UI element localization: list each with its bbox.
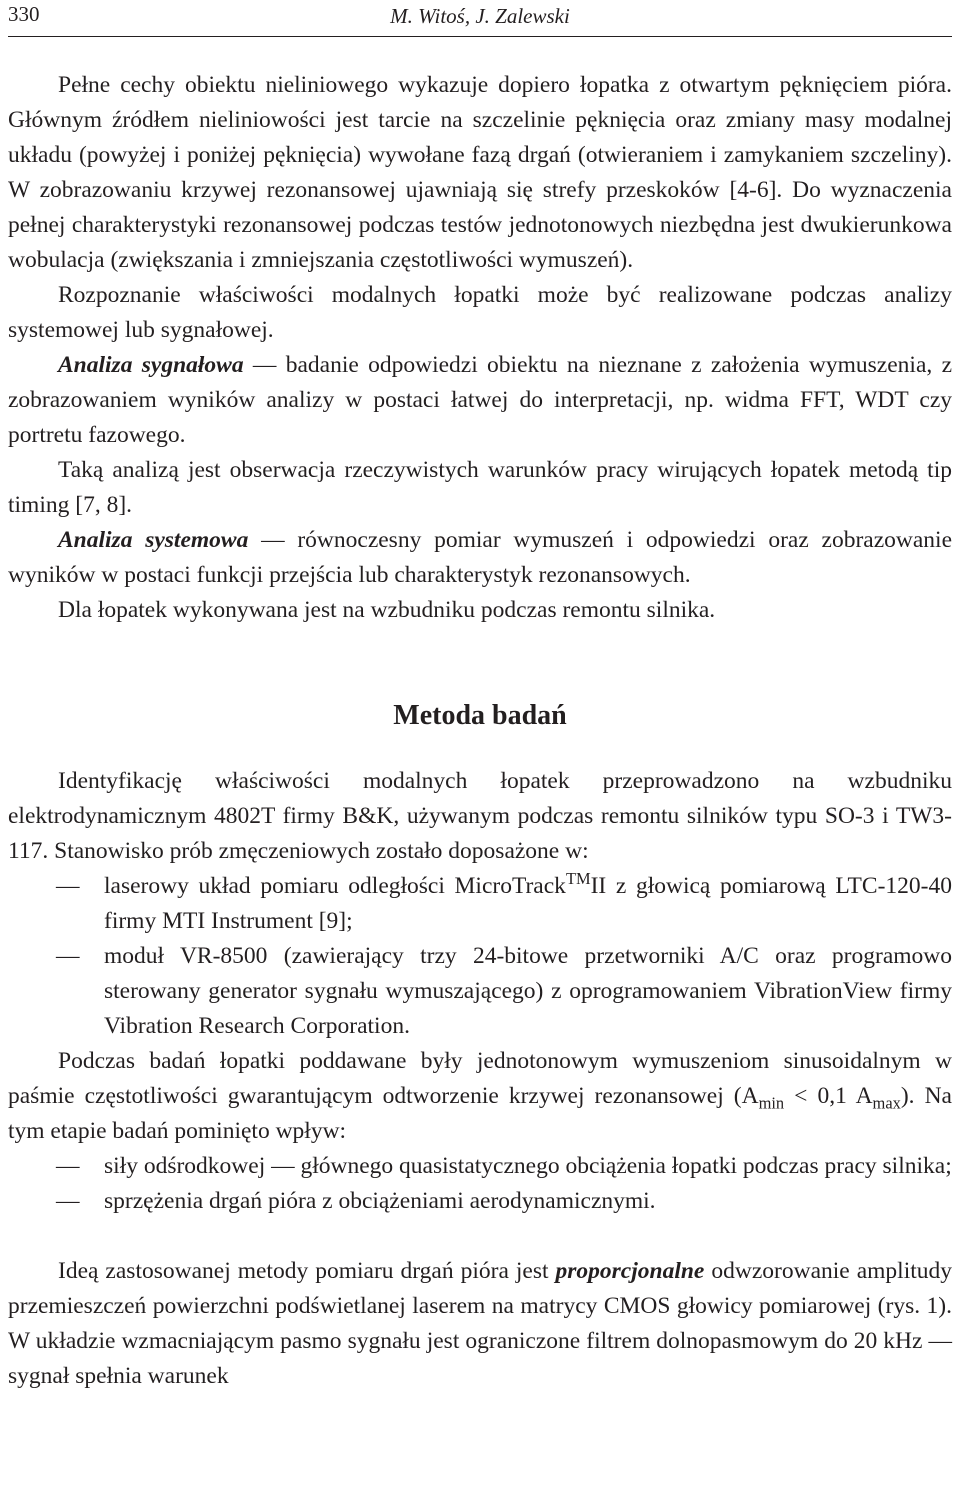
paragraph-excitation: [8, 1044, 952, 1149]
list-item: [8, 1184, 952, 1219]
page-number: 330: [8, 2, 40, 26]
equipment-list: [8, 869, 952, 1044]
list-item-text: II z głowicą pomiarową LTC-120-40 firmy MTI Instrument [9];: [104, 873, 952, 934]
paragraph-tip-timing: Taką analizą jest obserwacja rzeczywistych warunków pracy wirujących łopatek metodą tip timing [7, 8].: [8, 457, 952, 518]
paragraph-system-analysis: [8, 523, 952, 593]
page-body: [8, 68, 952, 1394]
method-text: Ideą zastosowanej metody pomiaru drgań pióra jest: [58, 1258, 556, 1284]
list-item-text: moduł VR-8500 (zawierający trzy 24-bitowe przetworniki A/C oraz programowo sterowany generator sygnału wymuszającego) z oprogramowaniem VibrationView firmy Vibration Research Corporation.: [104, 943, 952, 1039]
paragraph-modal-identification: Rozpoznanie właściwości modalnych łopatki może być realizowane podczas analizy systemowej lub sygnałowej.: [8, 282, 952, 343]
paragraph-nonlinear: Pełne cechy obiektu nieliniowego wykazuje dopiero łopatka z otwartym pęknięciem pióra. Głównym źródłem nieliniowości jest tarcie na szczelinie pęknięcia oraz zmiany masy modalnej układu (powyżej i poniżej pęknięcia) wywołane fazą drgań (otwieraniem i zamykaniem szczeliny). W zobrazowaniu krzywej rezonansowej ujawniają się strefy przeskoków [4-6]. Do wyznaczenia pełnej charakterystyki rezonansowej podczas testów jednotonowych niezbędna jest dwukierunkowa wobulacja (zwiększania i zmniejszania częstotliwości wymuszeń).: [8, 72, 952, 273]
paragraph-exciter: Dla łopatek wykonywana jest na wzbudniku podczas remontu silnika.: [58, 597, 716, 623]
term-signal-analysis: Analiza sygnałowa: [58, 352, 244, 378]
paragraph-method-idea: [8, 1254, 952, 1394]
dash-bullet: —: [56, 873, 80, 899]
term-system-analysis: Analiza systemowa: [58, 527, 249, 553]
subscript-min: min: [758, 1093, 785, 1113]
excitation-text: ). Na tym etapie badań pominięto wpływ:: [8, 1083, 952, 1144]
section-title: Metoda badań: [393, 700, 567, 731]
paragraph-gap: [8, 1219, 952, 1254]
term-proportional: proporcjonalne: [555, 1258, 705, 1284]
signal-analysis-definition: — badanie odpowiedzi obiektu na nieznane z założenia wymuszenia, z zobrazowaniem wyników analizy w postaci łatwej do interpretacji, np. widma FFT, WDT czy portretu fazowego.: [8, 352, 952, 448]
paragraph-test-stand: Identyfikację właściwości modalnych łopatek przeprowadzono na wzbudniku elektrodynamicznym 4802T firmy B&K, używanym podczas remontu silników typu SO-3 i TW3-117. Stanowisko prób zmęczeniowych zostało doposażone w:: [8, 768, 952, 864]
dash-bullet: —: [56, 1188, 80, 1214]
list-item: [8, 869, 952, 939]
excitation-text: Podczas badań łopatki poddawane były jednotonowym wymuszeniom sinusoidalnym w paśmie częstotliwości gwarantującym odtworzenie krzywej rezonansowej (A: [8, 1048, 952, 1109]
method-text: odwzorowanie amplitudy przemieszczeń powierzchni podświetlanej laserem na matrycy CMOS głowicy pomiarowej (rys. 1). W układzie wzmacniającym pasmo sygnału jest ograniczone filtrem dolnopasmowym do 20 kHz — sygnał spełnia warunek: [8, 1258, 953, 1389]
list-item: [8, 939, 952, 1044]
trademark-superscript: TM: [565, 869, 591, 889]
subscript-max: max: [872, 1093, 901, 1113]
running-authors: M. Witoś, J. Zalewski: [390, 4, 570, 28]
excitation-text: < 0,1 A: [784, 1083, 873, 1109]
system-analysis-definition: — równoczesny pomiar wymuszeń i odpowiedzi oraz zobrazowanie wyników w postaci funkcji przejścia lub charakterystyk rezonansowych.: [8, 527, 952, 588]
omitted-effects-list: [8, 1149, 952, 1219]
list-item: [8, 1149, 952, 1184]
paragraph-signal-analysis: [8, 348, 952, 453]
list-item-text: siły odśrodkowej — głównego quasistatycznego obciążenia łopatki podczas pracy silnika;: [104, 1153, 952, 1179]
dash-bullet: —: [56, 943, 80, 969]
page-header: [8, 0, 952, 37]
list-item-text: laserowy układ pomiaru odległości MicroTrack: [104, 873, 566, 899]
dash-bullet: —: [56, 1153, 80, 1179]
list-item-text: sprzężenia drgań pióra z obciążeniami aerodynamicznymi.: [104, 1188, 656, 1214]
